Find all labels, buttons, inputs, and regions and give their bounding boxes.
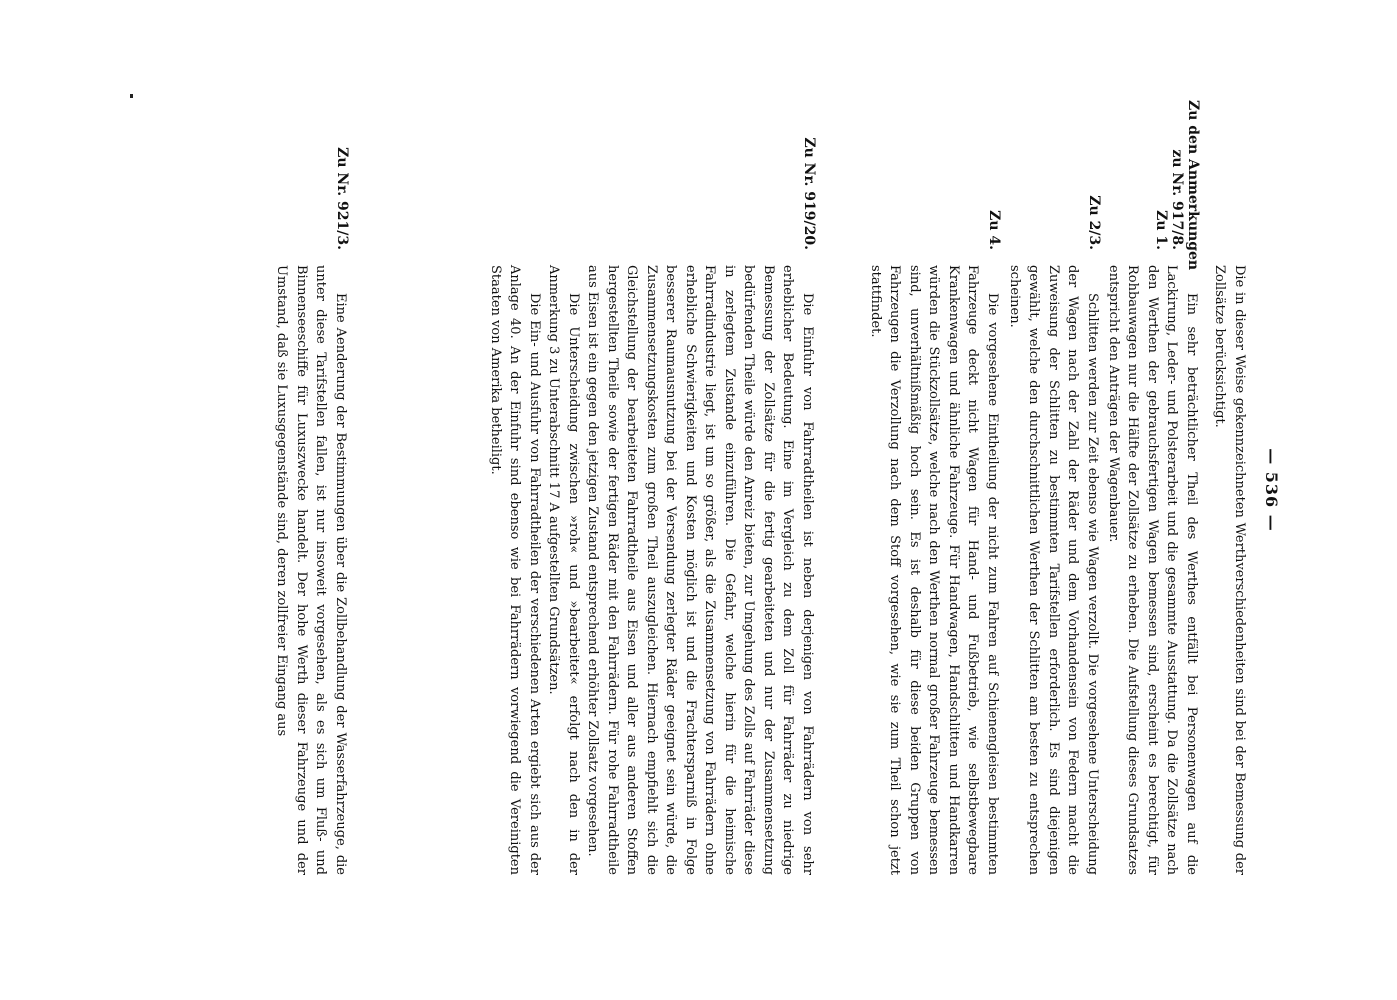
page-number: — 536 — <box>1262 448 1281 532</box>
label-line: Zu Nr. 921/3. <box>334 147 350 250</box>
section-text <box>866 265 1003 875</box>
section-text <box>1005 265 1103 875</box>
section-label <box>1153 100 1201 271</box>
section-label <box>1086 100 1102 250</box>
label-line: zu Nr. 917/8. <box>1169 149 1185 250</box>
label-line: Zu den Anmerkungen <box>1185 100 1201 271</box>
label-line: Zu 4. <box>986 210 1002 250</box>
section-text <box>486 265 818 875</box>
section-text <box>1104 265 1202 875</box>
section-text <box>272 265 350 875</box>
rotated-page-content <box>165 40 1285 940</box>
scan-speck <box>130 94 133 98</box>
paragraph: Eine Aenderung der Bestimmungen über die Zollbehandlung der Wasserfahrzeuge, die unter diese Tarifstellen fallen, ist nur insoweit vorgesehen, als es sich um Fluß- und Binnenseeschiffe für Luxuszwecke handelt. Der hohe Werth dieser Fahrzeuge und der Umstand, daß sie Luxusgegenstände sind, deren zollfreier Eingang aus <box>274 265 348 875</box>
paragraph: Die Unterscheidung zwischen »roh« und »bearbeitet« erfolgt nach den in der Anmerkung 3 zu Unterabschnitt 17 A aufgestellten Grundsätzen. <box>546 265 581 875</box>
paragraph: Die Ein- und Ausfuhr von Fahrradtheilen der verschiedenen Arten ergiebt sich aus der Anlage 40. An der Einfuhr sind ebenso wie bei Fahrrädern vorwiegend die Vereinigten Staaten von Amerika betheiligt. <box>488 265 542 875</box>
label-line: Zu 1. <box>1153 210 1169 250</box>
paragraph: Die vorgesehene Eintheilung der nicht zum Fahren auf Schienengleisen bestimmten Fahrzeuge deckt nicht Wagen für Hand- und Fußbetrieb, wie selbstbewegbare Krankenwagen und ähnliche Fahrzeuge. Für Handwagen, Handschlitten und Handkarren würden die Stückzollsätze, welche nach den Werthen normal großer Fahrzeuge bemessen sind, unverhältnißmäßig hoch sein. Es ist deshalb für diese beiden Gruppen von Fahrzeugen die Verzollung nach dem Stoff vorgesehen, wie sie zum Theil schon jetzt stattfindet. <box>868 265 1000 875</box>
paragraph: Ein sehr beträchtlicher Theil des Werthes entfällt bei Personenwagen auf die Lackirung, Leder- und Polsterarbeit und die gesammte Ausstattung. Da die Zollsätze nach den Werthen der gebrauchsfertigen Wagen bemessen sind, erscheint es berechtigt, für Rohbauwagen nur die Hälfte der Zollsätze zu erheben. Die Aufstellung dieses Grundsatzes entspricht den Anträgen der Wagenbauer. <box>1106 265 1199 875</box>
section-label <box>801 100 817 250</box>
section-label <box>986 100 1002 250</box>
paragraph: Schlitten werden zur Zeit ebenso wie Wagen verzollt. Die vorgesehene Unterscheidung der Wagen nach der Zahl der Räder und dem Vorhandensein von Federn macht die Zuweisung der Schlitten zu bestimmten Tarifstellen erforderlich. Es sind diejenigen gewählt, welche den durchschnittlichen Werthen der Schlitten am besten zu entsprechen scheinen. <box>1007 265 1100 875</box>
label-line: Zu 2/3. <box>1086 195 1102 250</box>
intro-text <box>1210 265 1249 875</box>
section-label <box>334 100 350 250</box>
intro-paragraph: Die in dieser Weise gekennzeichneten Werthverschiedenheiten sind bei der Bemessung der Zollsätze berücksichtigt. <box>1212 265 1247 875</box>
label-line: Zu Nr. 919/20. <box>801 137 817 250</box>
paragraph: Die Einfuhr von Fahrradtheilen ist neben derjenigen von Fahrrädern von sehr erheblicher Bedeutung. Eine im Vergleich zu dem Zoll für Fahrräder zu niedrige Bemessung der Zollsätze für die fertig gearbeiteten und nur der Zusammensetzung bedürfenden Theile würde den Anreiz bieten, zur Umgehung des Zolls auf Fahrräder diese in zerlegtem Zustande einzuführen. Die Gefahr, welche hierin für die heimische Fahrradindustrie liegt, ist um so größer, als die Zusammensetzung von Fahrrädern ohne erhebliche Schwierigkeiten und Kosten möglich ist und die Frachtersparniß in Folge besserer Raumausnutzung bei der Versendung zerlegter Räder geeignet sein würde, die Zusammensetzungskosten zum großen Theil auszugleichen. Hiernach empfiehlt sich die Gleichstellung der bearbeiteten Fahrradtheile aus Eisen und aller aus anderen Stoffen hergestellten Theile sowie der fertigen Räder mit den Fahrrädern. Für rohe Fahrradtheile aus Eisen ist ein gegen den jetzigen Zustand entsprechend erhöhter Zollsatz vorgesehen. <box>585 265 815 875</box>
